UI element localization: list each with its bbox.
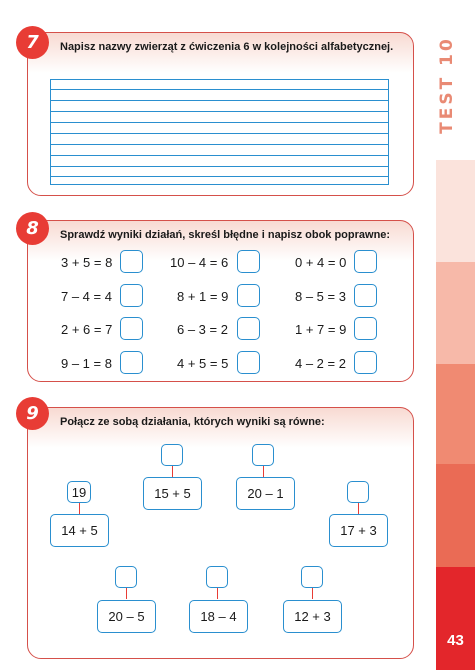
equation: 4 – 2 = 2: [295, 356, 346, 371]
answer-box[interactable]: [237, 317, 260, 340]
answer-box[interactable]: [237, 351, 260, 374]
connector-line: [79, 503, 80, 514]
result-box[interactable]: [206, 566, 228, 588]
writing-lines[interactable]: [50, 79, 389, 185]
expression-card: 20 – 1: [236, 477, 295, 510]
equation: 8 + 1 = 9: [177, 289, 229, 304]
exercise-8-number: 8: [16, 212, 49, 245]
side-strip-2: [436, 262, 475, 364]
answer-box[interactable]: [120, 351, 143, 374]
connector-line: [263, 466, 264, 477]
answer-box[interactable]: [354, 284, 377, 307]
expression-card: 14 + 5: [50, 514, 109, 547]
side-strip-1: [436, 160, 475, 262]
answer-box[interactable]: [354, 317, 377, 340]
equation: 4 + 5 = 5: [177, 356, 229, 371]
answer-box[interactable]: [237, 250, 260, 273]
exercise-7-instruction: Napisz nazwy zwierząt z ćwiczenia 6 w kolejności alfabetycznej.: [60, 41, 394, 53]
expression-card: 12 + 3: [283, 600, 342, 633]
result-box[interactable]: [161, 444, 183, 466]
result-box[interactable]: [347, 481, 369, 503]
expression-card: 15 + 5: [143, 477, 202, 510]
equation: 3 + 5 = 8: [61, 255, 113, 270]
expression-card: 20 – 5: [97, 600, 156, 633]
result-box[interactable]: [252, 444, 274, 466]
side-strip-3: [436, 364, 475, 464]
connector-line: [172, 466, 173, 477]
equation: 8 – 5 = 3: [295, 289, 346, 304]
answer-box[interactable]: [354, 250, 377, 273]
result-box[interactable]: [115, 566, 137, 588]
equation: 1 + 7 = 9: [295, 322, 347, 337]
result-box[interactable]: [301, 566, 323, 588]
expression-card: 17 + 3: [329, 514, 388, 547]
answer-box[interactable]: [354, 351, 377, 374]
exercise-9-instruction: Połącz ze sobą działania, których wyniki są równe:: [60, 416, 325, 428]
answer-box[interactable]: [237, 284, 260, 307]
equation: 0 + 4 = 0: [295, 255, 347, 270]
equation: 6 – 3 = 2: [177, 322, 228, 337]
connector-line: [312, 588, 313, 599]
equation: 10 – 4 = 6: [170, 255, 229, 270]
page-number: 43: [447, 632, 464, 649]
equation: 2 + 6 = 7: [61, 322, 113, 337]
equation: 7 – 4 = 4: [61, 289, 112, 304]
answer-box[interactable]: [120, 317, 143, 340]
side-strip-4: [436, 464, 475, 567]
test-label: TEST 10: [437, 36, 457, 134]
exercise-8-instruction: Sprawdź wyniki działań, skreśl błędne i napisz obok poprawne:: [60, 229, 391, 241]
side-strip-5: [436, 567, 475, 670]
answer-box[interactable]: [120, 284, 143, 307]
connector-line: [126, 588, 127, 599]
exercise-9-number: 9: [16, 397, 49, 430]
answer-box[interactable]: [120, 250, 143, 273]
connector-line: [358, 503, 359, 514]
result-box-filled: 19: [67, 481, 91, 503]
expression-card: 18 – 4: [189, 600, 248, 633]
connector-line: [217, 588, 218, 599]
equation: 9 – 1 = 8: [61, 356, 112, 371]
exercise-7-number: 7: [16, 26, 49, 59]
